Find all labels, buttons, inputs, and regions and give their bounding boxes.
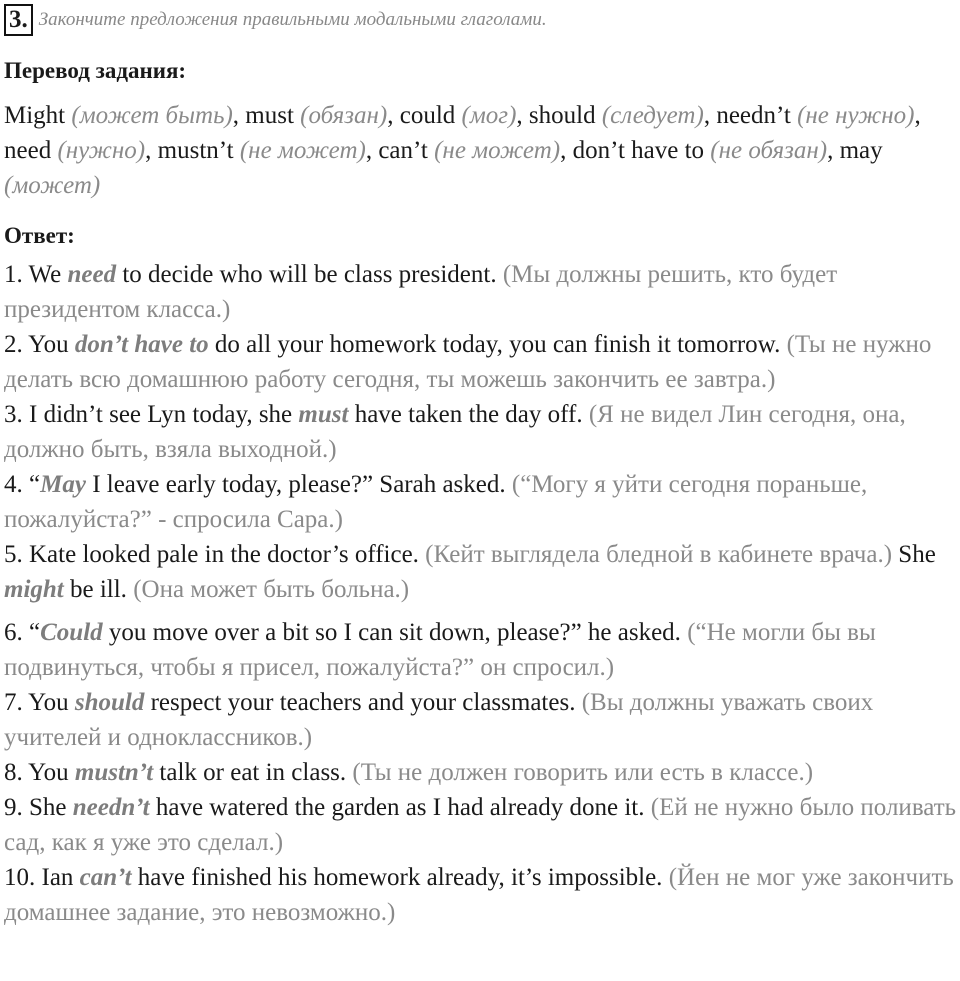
modal-word: may — [839, 137, 883, 164]
modal-word: Might — [4, 102, 66, 129]
modal-gloss: (может быть) — [71, 102, 233, 129]
separator: , — [145, 137, 158, 164]
answer-text: you move over a bit so I can sit down, please?” he asked. — [102, 619, 681, 646]
answer-translation: (“Могу я уйти сегодня пораньше, пожалуйста?” - спросила Сара.) — [4, 471, 868, 533]
answer-text: talk or eat in class. — [153, 759, 347, 786]
answer-text: have taken the day off. — [348, 401, 583, 428]
modal-gloss: (не нужно) — [797, 102, 915, 129]
answer-modal: need — [67, 261, 117, 288]
modal-word: need — [4, 137, 52, 164]
modal-word: should — [528, 102, 596, 129]
answer-modal: can’t — [79, 864, 132, 891]
modal-gloss: (нужно) — [57, 137, 146, 164]
answer-text: 2. You — [4, 331, 75, 358]
answer-text: I leave early today, please?” Sarah asked. — [85, 471, 506, 498]
task-number: 3. — [4, 4, 33, 36]
separator: , — [387, 102, 400, 129]
answer-text: 1. We — [4, 261, 68, 288]
answer-translation: (“Не могли бы вы подвинуться, чтобы я присел, пожалуйста?” он спросил.) — [4, 619, 876, 681]
modal-gloss: (не может) — [239, 137, 366, 164]
separator: , — [232, 102, 246, 129]
answer-modal: needn’t — [72, 794, 150, 821]
answer-item — [4, 327, 958, 397]
separator: , — [703, 102, 717, 129]
answer-modal: must — [298, 401, 349, 428]
answer-text: have watered the garden as I had already done it. — [149, 794, 645, 821]
answer-text: do all your homework today, you can finish it tomorrow. — [208, 331, 781, 358]
modal-word: mustn’t — [157, 137, 234, 164]
answer-item — [4, 860, 958, 930]
modal-gloss: (мог) — [461, 102, 517, 129]
modal-gloss: (не обязан) — [710, 137, 828, 164]
answer-text: 3. I didn’t see Lyn today, she — [4, 401, 299, 428]
answer-text: be ill. — [63, 576, 127, 603]
answer-item — [4, 790, 958, 860]
separator: , — [914, 102, 921, 129]
translation-heading: Перевод задания: — [4, 58, 187, 83]
answer-list — [4, 257, 958, 930]
modal-word: could — [399, 102, 456, 129]
modal-word: can’t — [378, 137, 428, 164]
modal-word: must — [245, 102, 294, 129]
exercise-page — [4, 0, 958, 930]
answer-text: to decide who will be class president. — [116, 261, 497, 288]
answer-item — [4, 397, 958, 467]
answer-text: 7. You — [4, 689, 75, 716]
answer-item — [4, 615, 958, 685]
modal-word: don’t have to — [572, 137, 705, 164]
modal-gloss: (может) — [4, 172, 101, 199]
task-header — [4, 2, 958, 38]
answer-modal: might — [4, 576, 64, 603]
answer-translation: (Вы должны уважать своих учителей и одноклассников.) — [4, 689, 874, 751]
answer-item — [4, 537, 958, 607]
answer-translation: (Она может быть больна.) — [126, 576, 410, 603]
answer-item — [4, 755, 958, 790]
answer-translation: (Ей не нужно было поливать сад, как я уже это сделал.) — [4, 794, 957, 856]
separator: , — [827, 137, 840, 164]
modal-gloss: (следует) — [601, 102, 704, 129]
answer-text: 6. “ — [4, 619, 41, 646]
answer-translation: (Ты не нужно делать всю домашнюю работу сегодня, ты можешь закончить ее завтра.) — [4, 331, 932, 393]
answer-item — [4, 685, 958, 755]
modal-gloss: (не может) — [434, 137, 561, 164]
answer-translation: (Мы должны решить, кто будет президентом класса.) — [4, 261, 838, 323]
separator: , — [560, 137, 573, 164]
answer-text: 9. She — [4, 794, 73, 821]
answer-heading: Ответ: — [4, 223, 75, 248]
separator: , — [365, 137, 379, 164]
answer-text: 10. Ian — [4, 864, 80, 891]
answer-text: have finished his homework already, it’s impossible. — [131, 864, 663, 891]
modal-word: needn’t — [716, 102, 791, 129]
answer-text: 8. You — [4, 759, 75, 786]
task-instruction: Закончите предложения правильными модальными глаголами. — [38, 9, 547, 30]
answer-modal: should — [74, 689, 145, 716]
translation-paragraph — [4, 98, 958, 203]
answer-item — [4, 467, 958, 537]
answer-translation: (Кейт выглядела бледной в кабинете врача.) — [418, 541, 893, 568]
answer-translation: (Йен не мог уже закончить домашнее задание, это невозможно.) — [4, 864, 954, 926]
answer-text: 4. “ — [4, 471, 41, 498]
answer-modal: mustn’t — [74, 759, 154, 786]
answer-text: She — [892, 541, 936, 568]
separator: , — [516, 102, 529, 129]
answer-translation: (Я не видел Лин сегодня, она, должно быть, взяла выходной.) — [4, 401, 906, 463]
modal-gloss: (обязан) — [300, 102, 388, 129]
answer-modal: don’t have to — [74, 331, 209, 358]
answer-translation: (Ты не должен говорить или есть в классе.) — [346, 759, 814, 786]
answer-text: respect your teachers and your classmates. — [144, 689, 576, 716]
answer-modal: May — [40, 471, 86, 498]
answer-item — [4, 257, 958, 327]
answer-text: 5. Kate looked pale in the doctor’s office. — [4, 541, 419, 568]
answer-modal: Could — [40, 619, 103, 646]
